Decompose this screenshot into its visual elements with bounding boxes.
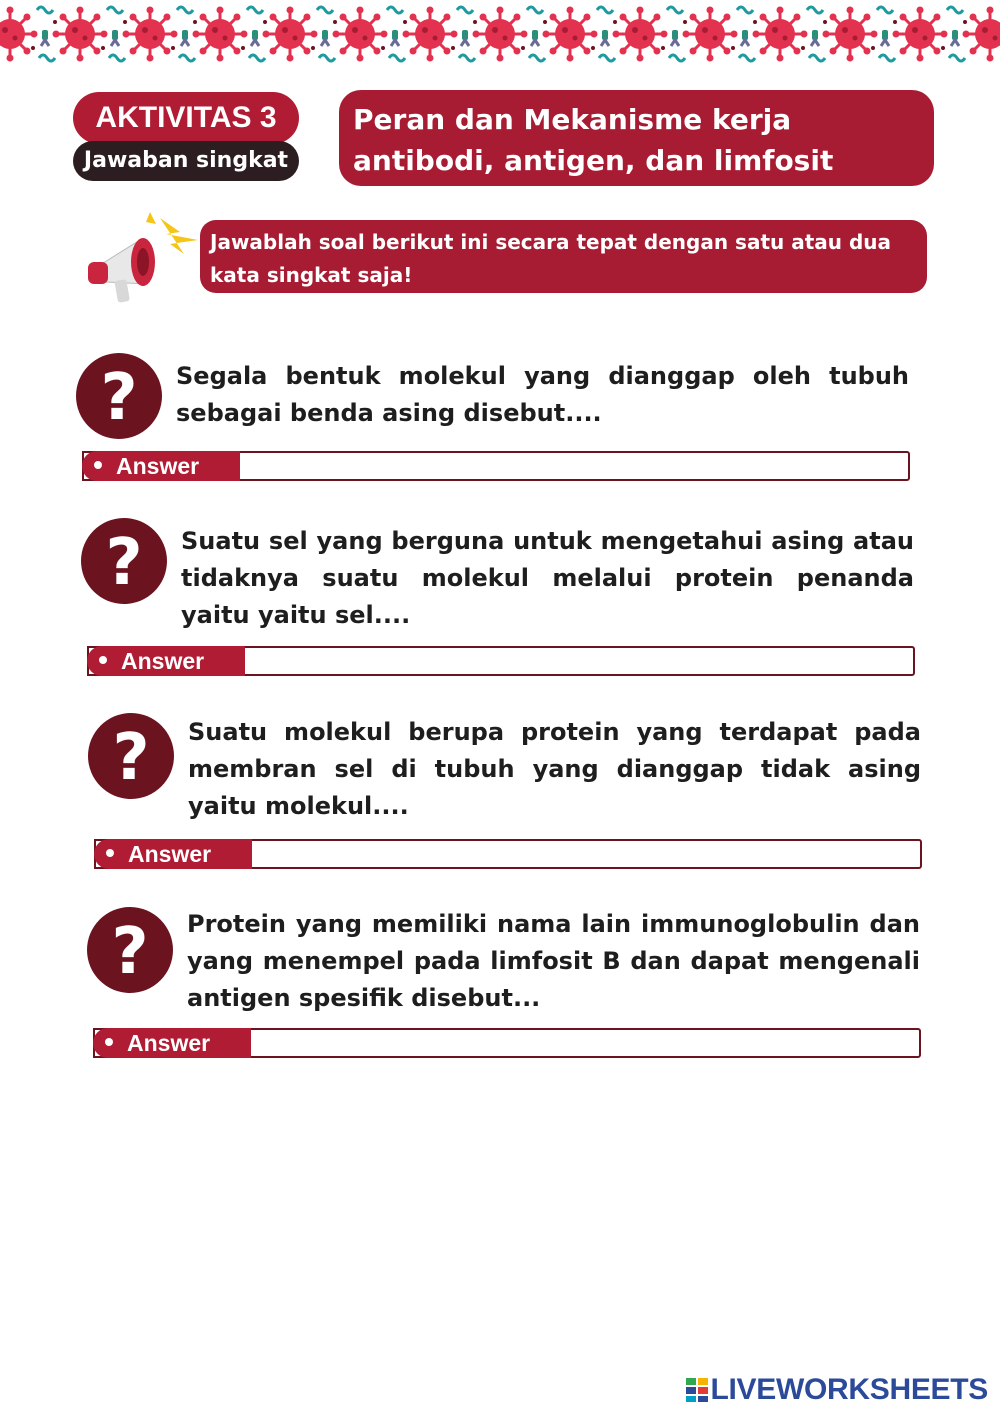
- question-text: Protein yang memiliki nama lain immunoglobulin dan yang menempel pada limfosit B dan dapat mengenali antigen spesifik disebut...: [187, 910, 920, 1012]
- answer-label: Answer: [94, 839, 252, 869]
- svg-text:?: ?: [100, 361, 138, 435]
- svg-text:?: ?: [105, 526, 143, 600]
- liveworksheets-logo-icon: [685, 1377, 709, 1403]
- question-text: Segala bentuk molekul yang dianggap oleh tubuh sebagai benda asing disebut....: [176, 362, 909, 427]
- answer-row: [87, 646, 915, 676]
- instruction-text: Jawablah soal berikut ini secara tepat dengan satu atau dua kata singkat saja!: [200, 220, 927, 293]
- answer-input[interactable]: [247, 648, 913, 674]
- megaphone-icon: [80, 210, 205, 305]
- brand-name: LIVEWORKSHEETS: [710, 1373, 988, 1406]
- answer-row: [93, 1028, 921, 1058]
- answer-row: [82, 451, 910, 481]
- page-title: Peran dan Mekanisme kerja antibodi, antigen, dan limfosit: [339, 90, 934, 186]
- activity-label: AKTIVITAS 3: [73, 92, 299, 144]
- svg-text:?: ?: [112, 721, 150, 795]
- answer-label: Answer: [87, 646, 245, 676]
- question-text: Suatu sel yang berguna untuk mengetahui asing atau tidaknya suatu molekul melalui protein penanda yaitu yaitu sel....: [181, 527, 914, 629]
- question-mark-icon: [87, 712, 175, 800]
- question-mark-icon: [80, 517, 168, 605]
- brand-footer: [685, 1372, 989, 1408]
- answer-label: Answer: [93, 1028, 251, 1058]
- question-mark-icon: [86, 906, 174, 994]
- question-text: Suatu molekul berupa protein yang terdapat pada membran sel di tubuh yang dianggap tidak asing yaitu molekul....: [188, 718, 921, 820]
- virus-pattern-banner: [0, 0, 1000, 70]
- activity-type-label: Jawaban singkat: [73, 141, 299, 181]
- answer-input[interactable]: [254, 841, 920, 867]
- answer-row: [94, 839, 922, 869]
- answer-label: Answer: [82, 451, 240, 481]
- question-mark-icon: [75, 352, 163, 440]
- answer-input[interactable]: [253, 1030, 919, 1056]
- svg-text:?: ?: [111, 915, 149, 989]
- answer-input[interactable]: [242, 453, 908, 479]
